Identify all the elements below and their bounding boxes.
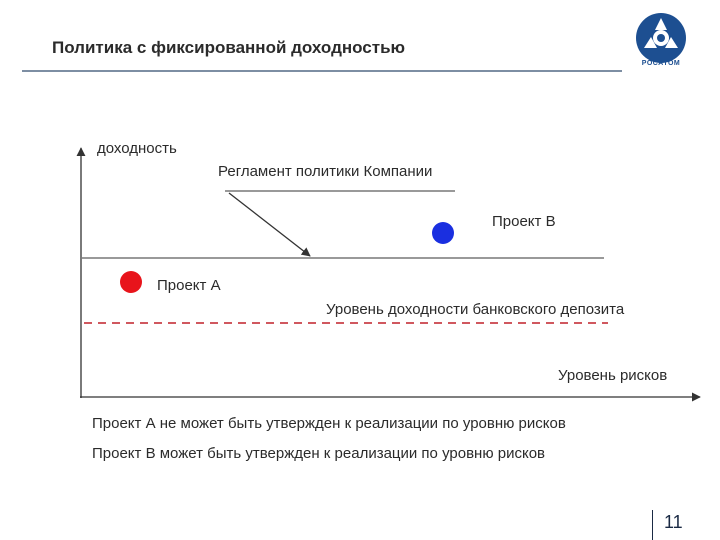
- y-axis-label: доходность: [97, 140, 177, 157]
- project-b-point: [432, 222, 454, 244]
- x-axis-label: Уровень рисков: [558, 367, 668, 384]
- project-a-label: Проект А: [157, 277, 221, 294]
- project-b-label: Проект В: [492, 213, 556, 230]
- policy-label: Регламент политики Компании: [218, 163, 433, 180]
- policy-pointer-arrow: [229, 193, 310, 256]
- note-project-b: Проект В может быть утвержден к реализации по уровню рисков: [92, 445, 546, 462]
- project-a-point: [120, 271, 142, 293]
- logo-text: РОСАТОМ: [641, 60, 681, 67]
- slide-title: Политика с фиксированной доходностью: [52, 38, 406, 57]
- page-number: 11: [664, 512, 683, 532]
- page-number-divider: [652, 510, 653, 540]
- note-project-a: Проект А не может быть утвержден к реализации по уровню рисков: [92, 415, 566, 432]
- deposit-label: Уровень доходности банковского депозита: [326, 301, 625, 318]
